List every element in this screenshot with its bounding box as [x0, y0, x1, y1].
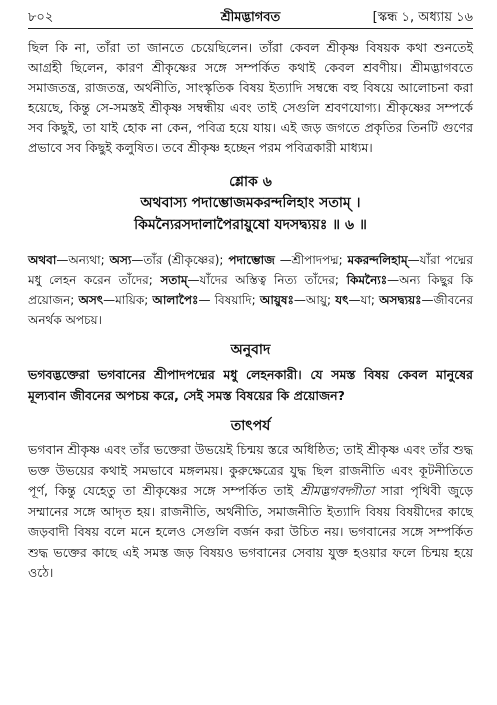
wfw-word: অথবা [28, 253, 57, 267]
purport-heading: তাৎপর্য [230, 418, 271, 434]
page-content [28, 38, 473, 584]
section-indicator: [স্কন্ধ ১, অধ্যায় ১৬ [372, 10, 473, 25]
verse-line-2: কিমন্যৈরসদালাপৈরায়ুষো যদসদ্ব্যয়ঃ ॥ ৬ ॥ [134, 217, 367, 233]
wfw-word: মকরন্দলিহাম্ [347, 253, 408, 267]
translation-heading: অনুবাদ [230, 342, 271, 358]
wfw-word: যৎ [335, 293, 349, 307]
book-title: শ্রীমদ্ভাগবত [220, 10, 281, 25]
verse-heading: শ্লোক ৬ [229, 174, 272, 190]
wfw-word: অসৎ [78, 293, 104, 307]
wfw-word: পদাম্ভোজ [228, 253, 275, 267]
book-title-italic: শ্রীমদ্ভগবদ্গীতা [300, 483, 375, 498]
wfw-meaning: —মায়িক; [103, 293, 153, 307]
intro-paragraph: ছিল কি না, তাঁরা তা জানতে চেয়েছিলেন। তাঁরা কেবল শ্রীকৃষ্ণ বিষয়ক কথা শুনতেই আগ্রহী ছিলেন, কারণ শ্রীকৃষ্ণের সঙ্গে সম্পর্কিত কথাই কেবল শ্রবণীয়। শ্রীমদ্ভাগবতে সমাজতন্ত্র, রাজতন্ত্র, অর্থনীতি, সাংস্কৃতিক বিষয় ইত্যাদি সম্বন্ধে বহু বিষয়ে আলোচনা করা হয়েছে, কিন্তু সে-সমস্তই শ্রীকৃষ্ণ সম্বন্ধীয় এবং তাই সেগুলি শ্রবণযোগ্য। শ্রীকৃষ্ণের সম্পর্কে সব কিছুই, তা যাই হোক না কেন, পবিত্র হয়ে যায়। এই জড় জগতে প্রকৃতির তিনটি গুণের প্রভাবে সব কিছুই কলুষিত। তবে শ্রীকৃষ্ণ হচ্ছেন পরম পবিত্রকারী মাধ্যম। [28, 40, 473, 155]
wfw-word: আলাপৈঃ [152, 293, 199, 307]
wfw-meaning: —অন্য কিছুর কি প্রয়োজন; [28, 273, 473, 307]
purport-text [28, 440, 473, 584]
wfw-meaning: —যাঁদের অস্তিত্ব নিত্য তাঁদের; [187, 273, 347, 287]
word-for-word [28, 250, 473, 330]
wfw-word: কিমন্যৈঃ [346, 273, 388, 287]
wfw-meaning: —শ্রীপাদপদ্ম; [274, 253, 348, 267]
wfw-word: অসদ্ব্যয়ঃ [379, 293, 422, 307]
page-header [28, 8, 473, 30]
purport-text-part2: সারা পৃথিবী জুড়ে সম্মানের সঙ্গে আদৃত হয়। রাজনীতি, অর্থনীতি, সমাজনীতি ইত্যাদি বিষয় বিষয়ীদের কাছে জড়বাদী বিষয় বলে মনে হলেও সেগুলি বর্জন করা উচিত নয়। ভগবানের সঙ্গে সম্পর্কিত শুদ্ধ ভক্তের কাছে এই সমস্ত জড় বিষয়ও ভগবানের সেবায় যুক্ত হওয়ার ফলে চিন্ময় হয়ে ওঠে। [28, 483, 474, 580]
page-number: ৮০২ [28, 10, 54, 25]
wfw-meaning: —যা; [348, 293, 380, 307]
wfw-meaning: —অন্যথা; [56, 253, 110, 267]
translation-text: ভগবদ্ভক্তেরা ভগবানের শ্রীপাদপদ্মের মধু লেহনকারী। যে সমস্ত বিষয় কেবল মানুষের মূল্যবান জীবনের অপচয় করে, সেই সমস্ত বিষয়ের কি প্রয়োজন? [28, 367, 473, 403]
verse-line-1: অথবাস্য পদাম্ভোজমকরন্দলিহাং সতাম্ । [140, 195, 361, 211]
wfw-meaning: —তাঁর (শ্রীকৃষ্ণের); [131, 253, 229, 267]
wfw-meaning: —যাঁরা পদ্মের মধু লেহন করেন তাঁদের; [28, 253, 473, 287]
wfw-word: আয়ুষঃ [259, 293, 294, 307]
purport-text-part1: ভগবান শ্রীকৃষ্ণ এবং তাঁর ভক্তেরা উভয়েই চিন্ময় স্তরে অধিষ্ঠিত; তাই শ্রীকৃষ্ণ এবং তাঁর শুদ্ধ ভক্ত উভয়ের কথাই সমভাবে মঙ্গলময়। কুরুক্ষেত্রের যুদ্ধ ছিল রাজনীতি এবং কূটনীতিতে পূর্ণ, কিন্তু যেহেতু তা শ্রীকৃষ্ণের সঙ্গে সম্পর্কিত তাই [28, 442, 473, 498]
wfw-meaning: —জীবনের অনর্থক অপচয়। [28, 293, 473, 327]
wfw-word: সতাম্ [160, 273, 188, 287]
wfw-meaning: —আয়ু; [293, 293, 336, 307]
wfw-word: অস্য [109, 253, 132, 267]
header-rule [28, 28, 473, 29]
wfw-meaning: — বিষয়াদি; [198, 293, 260, 307]
